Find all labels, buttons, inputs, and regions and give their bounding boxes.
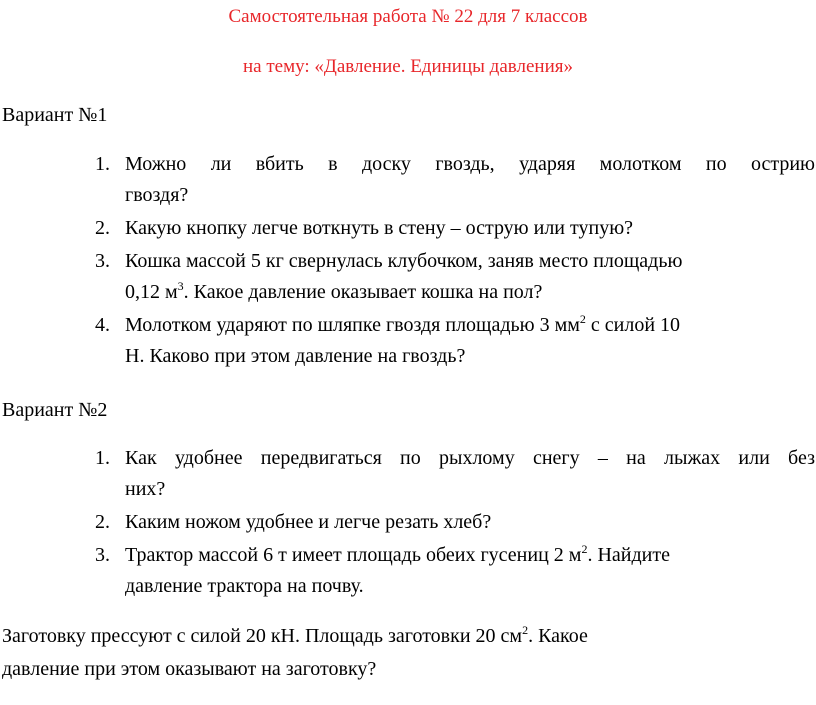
question-number: 3.	[95, 544, 110, 566]
superscript-exponent: 2	[581, 542, 588, 556]
question-text-line1: Можно ли вбить в доску гвоздь, ударяя молотком по острию	[125, 153, 815, 175]
text-before-superscript: 0,12 м	[125, 281, 178, 303]
text-before-superscript: Заготовку прессуют с силой 20 кН. Площадь заготовки 20 см	[2, 625, 523, 647]
list-item	[0, 310, 815, 372]
question-text-line1	[125, 310, 815, 341]
variant2-heading: Вариант №2	[2, 399, 108, 421]
question-text-line1	[125, 540, 815, 571]
document-subtitle: на тему: «Давление. Единицы давления»	[243, 56, 573, 77]
superscript-exponent: 3	[177, 279, 184, 293]
question-text-line2: Н. Каково при этом давление на гвоздь?	[125, 345, 466, 367]
question-text-line2: них?	[125, 478, 166, 500]
extra-task-line1	[2, 620, 588, 653]
text-before-superscript: Трактор массой 6 т имеет площадь обеих гусениц 2 м	[125, 544, 582, 566]
extra-task	[2, 620, 588, 686]
superscript-exponent: 2	[522, 623, 529, 637]
document-title: Самостоятельная работа № 22 для 7 классов	[228, 6, 588, 27]
question-text-line1: Каким ножом удобнее и легче резать хлеб?	[125, 511, 492, 533]
list-item	[0, 507, 815, 538]
text-after-superscript: . Какое давление оказывает кошка на пол?	[183, 281, 543, 303]
variant1-question-list	[0, 149, 815, 374]
question-number: 4.	[95, 314, 110, 336]
question-text-line2: давление трактора на почву.	[125, 575, 364, 597]
text-after-superscript: . Какое	[528, 625, 588, 647]
text-after-superscript: . Найдите	[587, 544, 670, 566]
question-text-line2	[125, 277, 815, 308]
text-after-superscript: с силой 10	[585, 314, 681, 336]
extra-task-line2: давление при этом оказывают на заготовку?	[2, 658, 377, 680]
question-number: 1.	[95, 447, 110, 469]
variant2-question-list	[0, 443, 815, 604]
question-number: 3.	[95, 250, 110, 272]
variant1-heading: Вариант №1	[2, 104, 108, 126]
superscript-exponent: 2	[579, 312, 586, 326]
question-number: 1.	[95, 153, 110, 175]
question-text-line1: Как удобнее передвигаться по рыхлому снегу – на лыжах или без	[125, 447, 815, 469]
question-number: 2.	[95, 217, 110, 239]
list-item	[0, 443, 815, 505]
list-item	[0, 540, 815, 602]
question-text-line1: Кошка массой 5 кг свернулась клубочком, заняв место площадью	[125, 250, 683, 272]
list-item	[0, 149, 815, 211]
list-item	[0, 213, 815, 244]
question-text-line2: гвоздя?	[125, 184, 189, 206]
question-number: 2.	[95, 511, 110, 533]
text-before-superscript: Молотком ударяют по шляпке гвоздя площадью 3 мм	[125, 314, 580, 336]
list-item	[0, 246, 815, 308]
question-text-line1: Какую кнопку легче воткнуть в стену – острую или тупую?	[125, 217, 634, 239]
